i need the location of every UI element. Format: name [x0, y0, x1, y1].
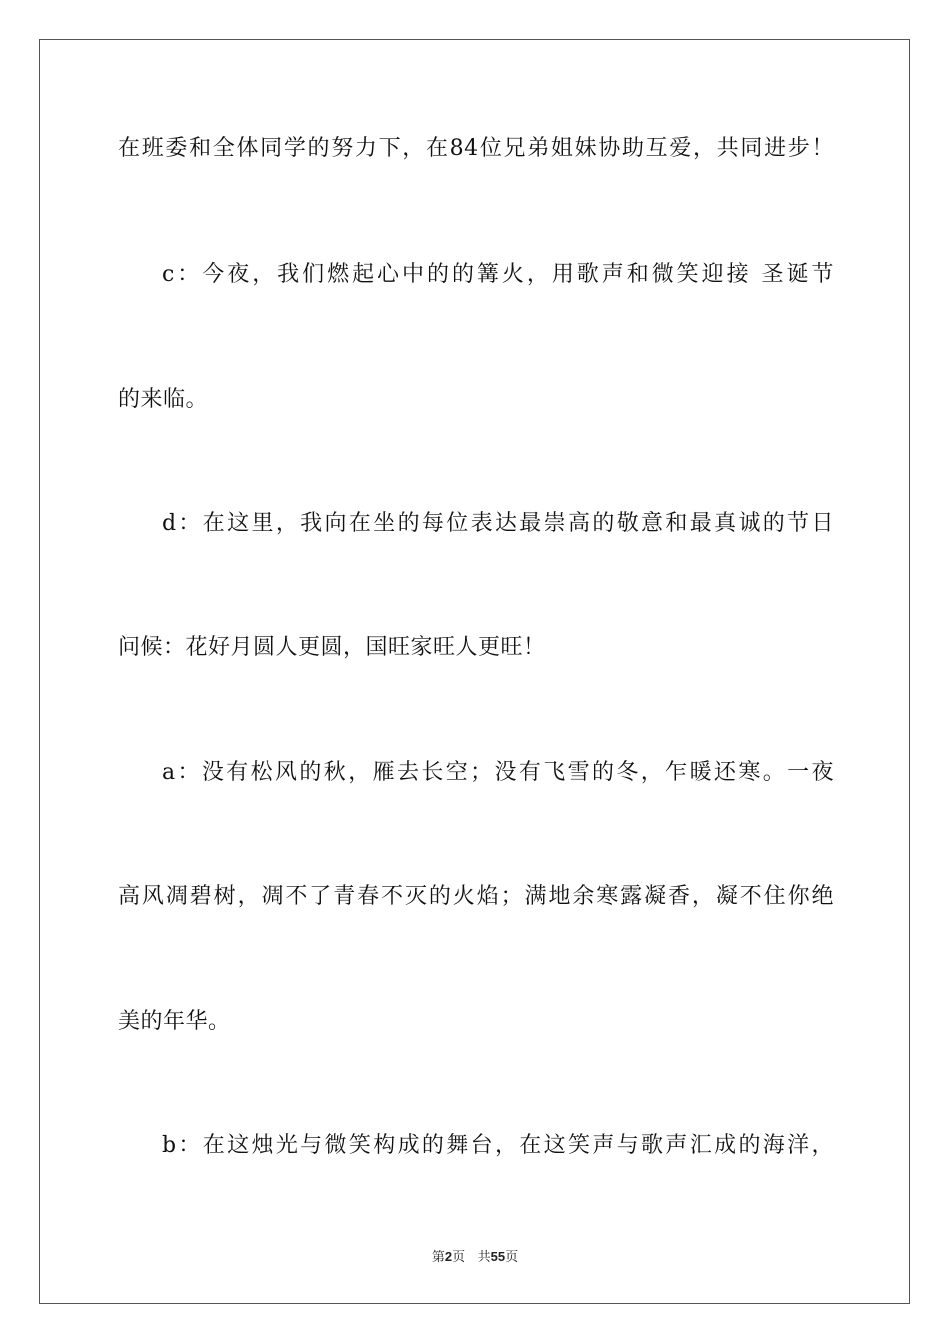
- page-suffix: 页: [452, 1250, 466, 1265]
- paragraph-line: 的来临。: [118, 387, 209, 412]
- total-prefix: 共: [477, 1250, 491, 1265]
- paragraph-line: d：在这里，我向在坐的每位表达最崇高的敬意和最真诚的节日: [162, 511, 834, 536]
- page-prefix: 第: [431, 1250, 445, 1265]
- paragraph-line: 美的年华。: [118, 1009, 231, 1034]
- paragraph-line: 在班委和全体同学的努力下，在84位兄弟姐妹协助互爱，共同进步！: [118, 136, 834, 161]
- paragraph-line: 高风凋碧树，凋不了青春不灭的火焰；满地余寒露凝香，凝不住你绝: [118, 884, 834, 909]
- total-suffix: 页: [505, 1250, 519, 1265]
- page-number: 2: [444, 1249, 453, 1264]
- paragraph-line: b：在这烛光与微笑构成的舞台，在这笑声与歌声汇成的海洋，: [162, 1133, 834, 1158]
- paragraph-line: c：今夜，我们燃起心中的的篝火，用歌声和微笑迎接 圣诞节: [162, 262, 834, 287]
- total-pages: 55: [490, 1249, 506, 1264]
- paragraph-line: 问候：花好月圆人更圆，国旺家旺人更旺！: [118, 635, 546, 660]
- page-footer: [0, 1248, 950, 1267]
- paragraph-line: a：没有松风的秋，雁去长空；没有飞雪的冬，乍暖还寒。一夜: [162, 760, 834, 785]
- page-frame: [39, 39, 910, 1304]
